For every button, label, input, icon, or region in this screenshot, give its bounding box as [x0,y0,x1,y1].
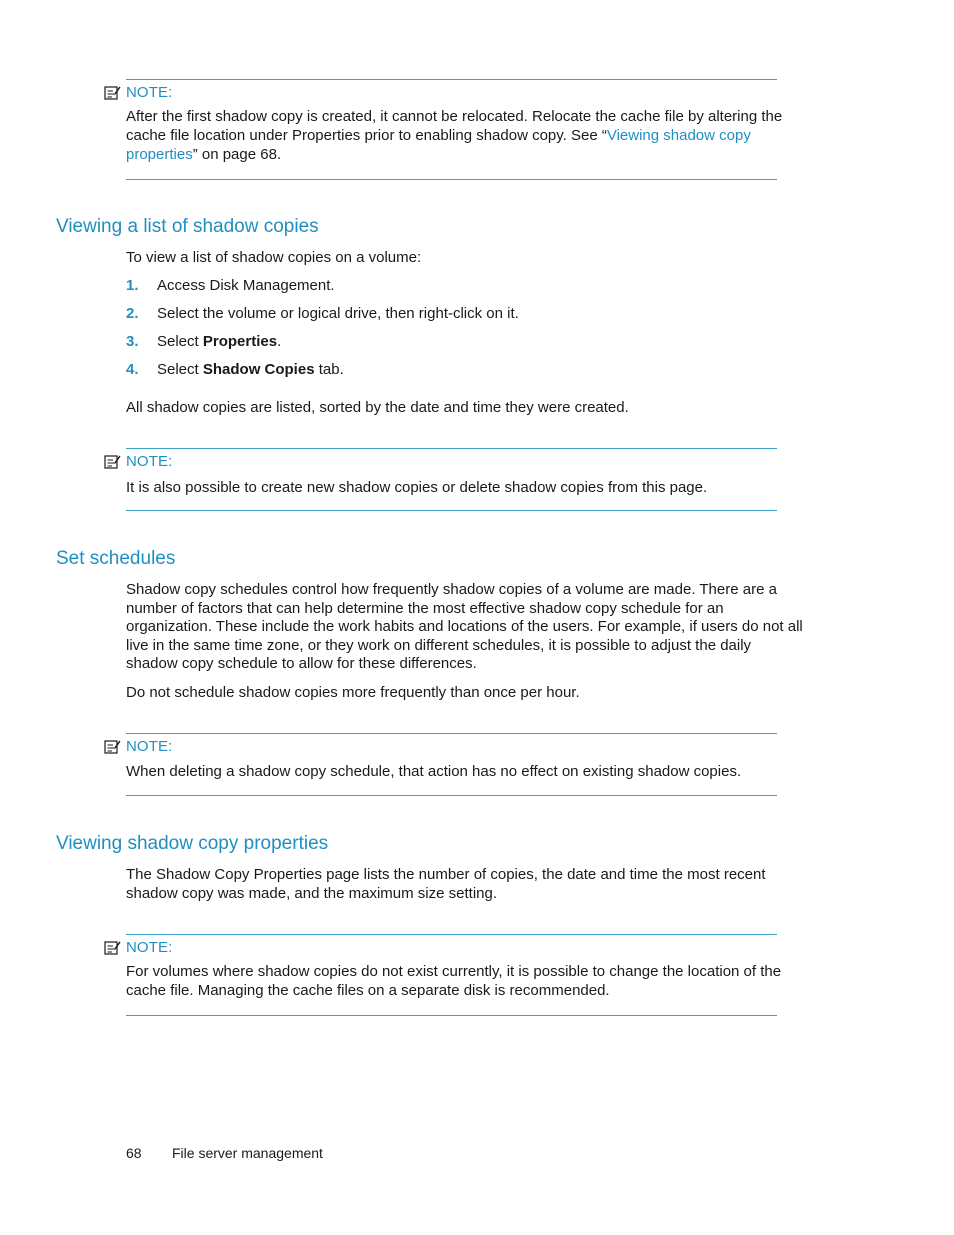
note-header [104,736,172,756]
note-text: It is also possible to create new shadow copies or delete shadow copies from this page. [126,479,708,496]
note-icon [104,454,121,469]
step-text: Access Disk Management. [157,277,335,294]
intro-text: To view a list of shadow copies on a volume: [126,249,422,266]
note-text: For volumes where shadow copies do not exist currently, it is possible to change the location of the cache file. Managing the cache files on a separate disk is recommended. [126,963,782,999]
body-paragraph: Do not schedule shadow copies more frequently than once per hour. [126,684,580,701]
note-header [104,937,172,957]
step-number: 2. [126,305,139,322]
note-icon [104,940,121,955]
step-number: 4. [126,361,139,378]
step-text: Select Properties. [157,333,282,350]
note-box [126,733,777,796]
body-paragraph: The Shadow Copy Properties page lists the number of copies, the date and time the most recent shadow copy was made, and the maximum size setting. [126,866,766,902]
step-number: 1. [126,277,139,294]
note-label: NOTE: [126,737,173,755]
section-heading: Viewing shadow copy properties [56,833,329,854]
step-text: Select the volume or logical drive, then right-click on it. [157,305,519,322]
note-box [126,448,777,511]
step-text: Select Shadow Copies tab. [157,361,344,378]
body-paragraph: Shadow copy schedules control how frequently shadow copies of a volume are made. There are a number of factors that can help determine the most effective shadow copy schedule for an organization. These include the work habits and locations of the users. For example, if users do not all live in the same time zone, or they work on different schedules, it is possible to adjust the daily shadow copy schedule to allow for these differences. [126,581,803,673]
link-viewing-shadow-copy-properties[interactable]: Viewing shadow copy properties [126,127,751,163]
note-label: NOTE: [126,938,173,956]
note-icon [104,85,121,100]
note-text: After the first shadow copy is created, it cannot be relocated. Relocate the cache file by altering the cache file location under Properties prior to enabling shadow copy. See “Viewing shadow copy properties” on page 68. [126,108,783,163]
step-number: 3. [126,333,139,350]
note-label: NOTE: [126,83,173,101]
section-heading: Set schedules [56,548,176,569]
section-heading: Viewing a list of shadow copies [56,216,319,237]
note-text: When deleting a shadow copy schedule, that action has no effect on existing shadow copies. [126,763,742,780]
note-box [126,934,782,1016]
note-header [104,82,172,102]
note-header [104,451,172,471]
list-item [126,276,726,296]
note-label: NOTE: [126,452,173,470]
list-item [126,304,726,324]
list-item [126,332,726,352]
list-item [126,360,726,380]
summary-text: All shadow copies are listed, sorted by the date and time they were created. [126,399,629,416]
page-number: 68 [126,1145,142,1161]
footer-section-title: File server management [172,1145,323,1161]
note-icon [104,739,121,754]
note-box [126,79,783,180]
